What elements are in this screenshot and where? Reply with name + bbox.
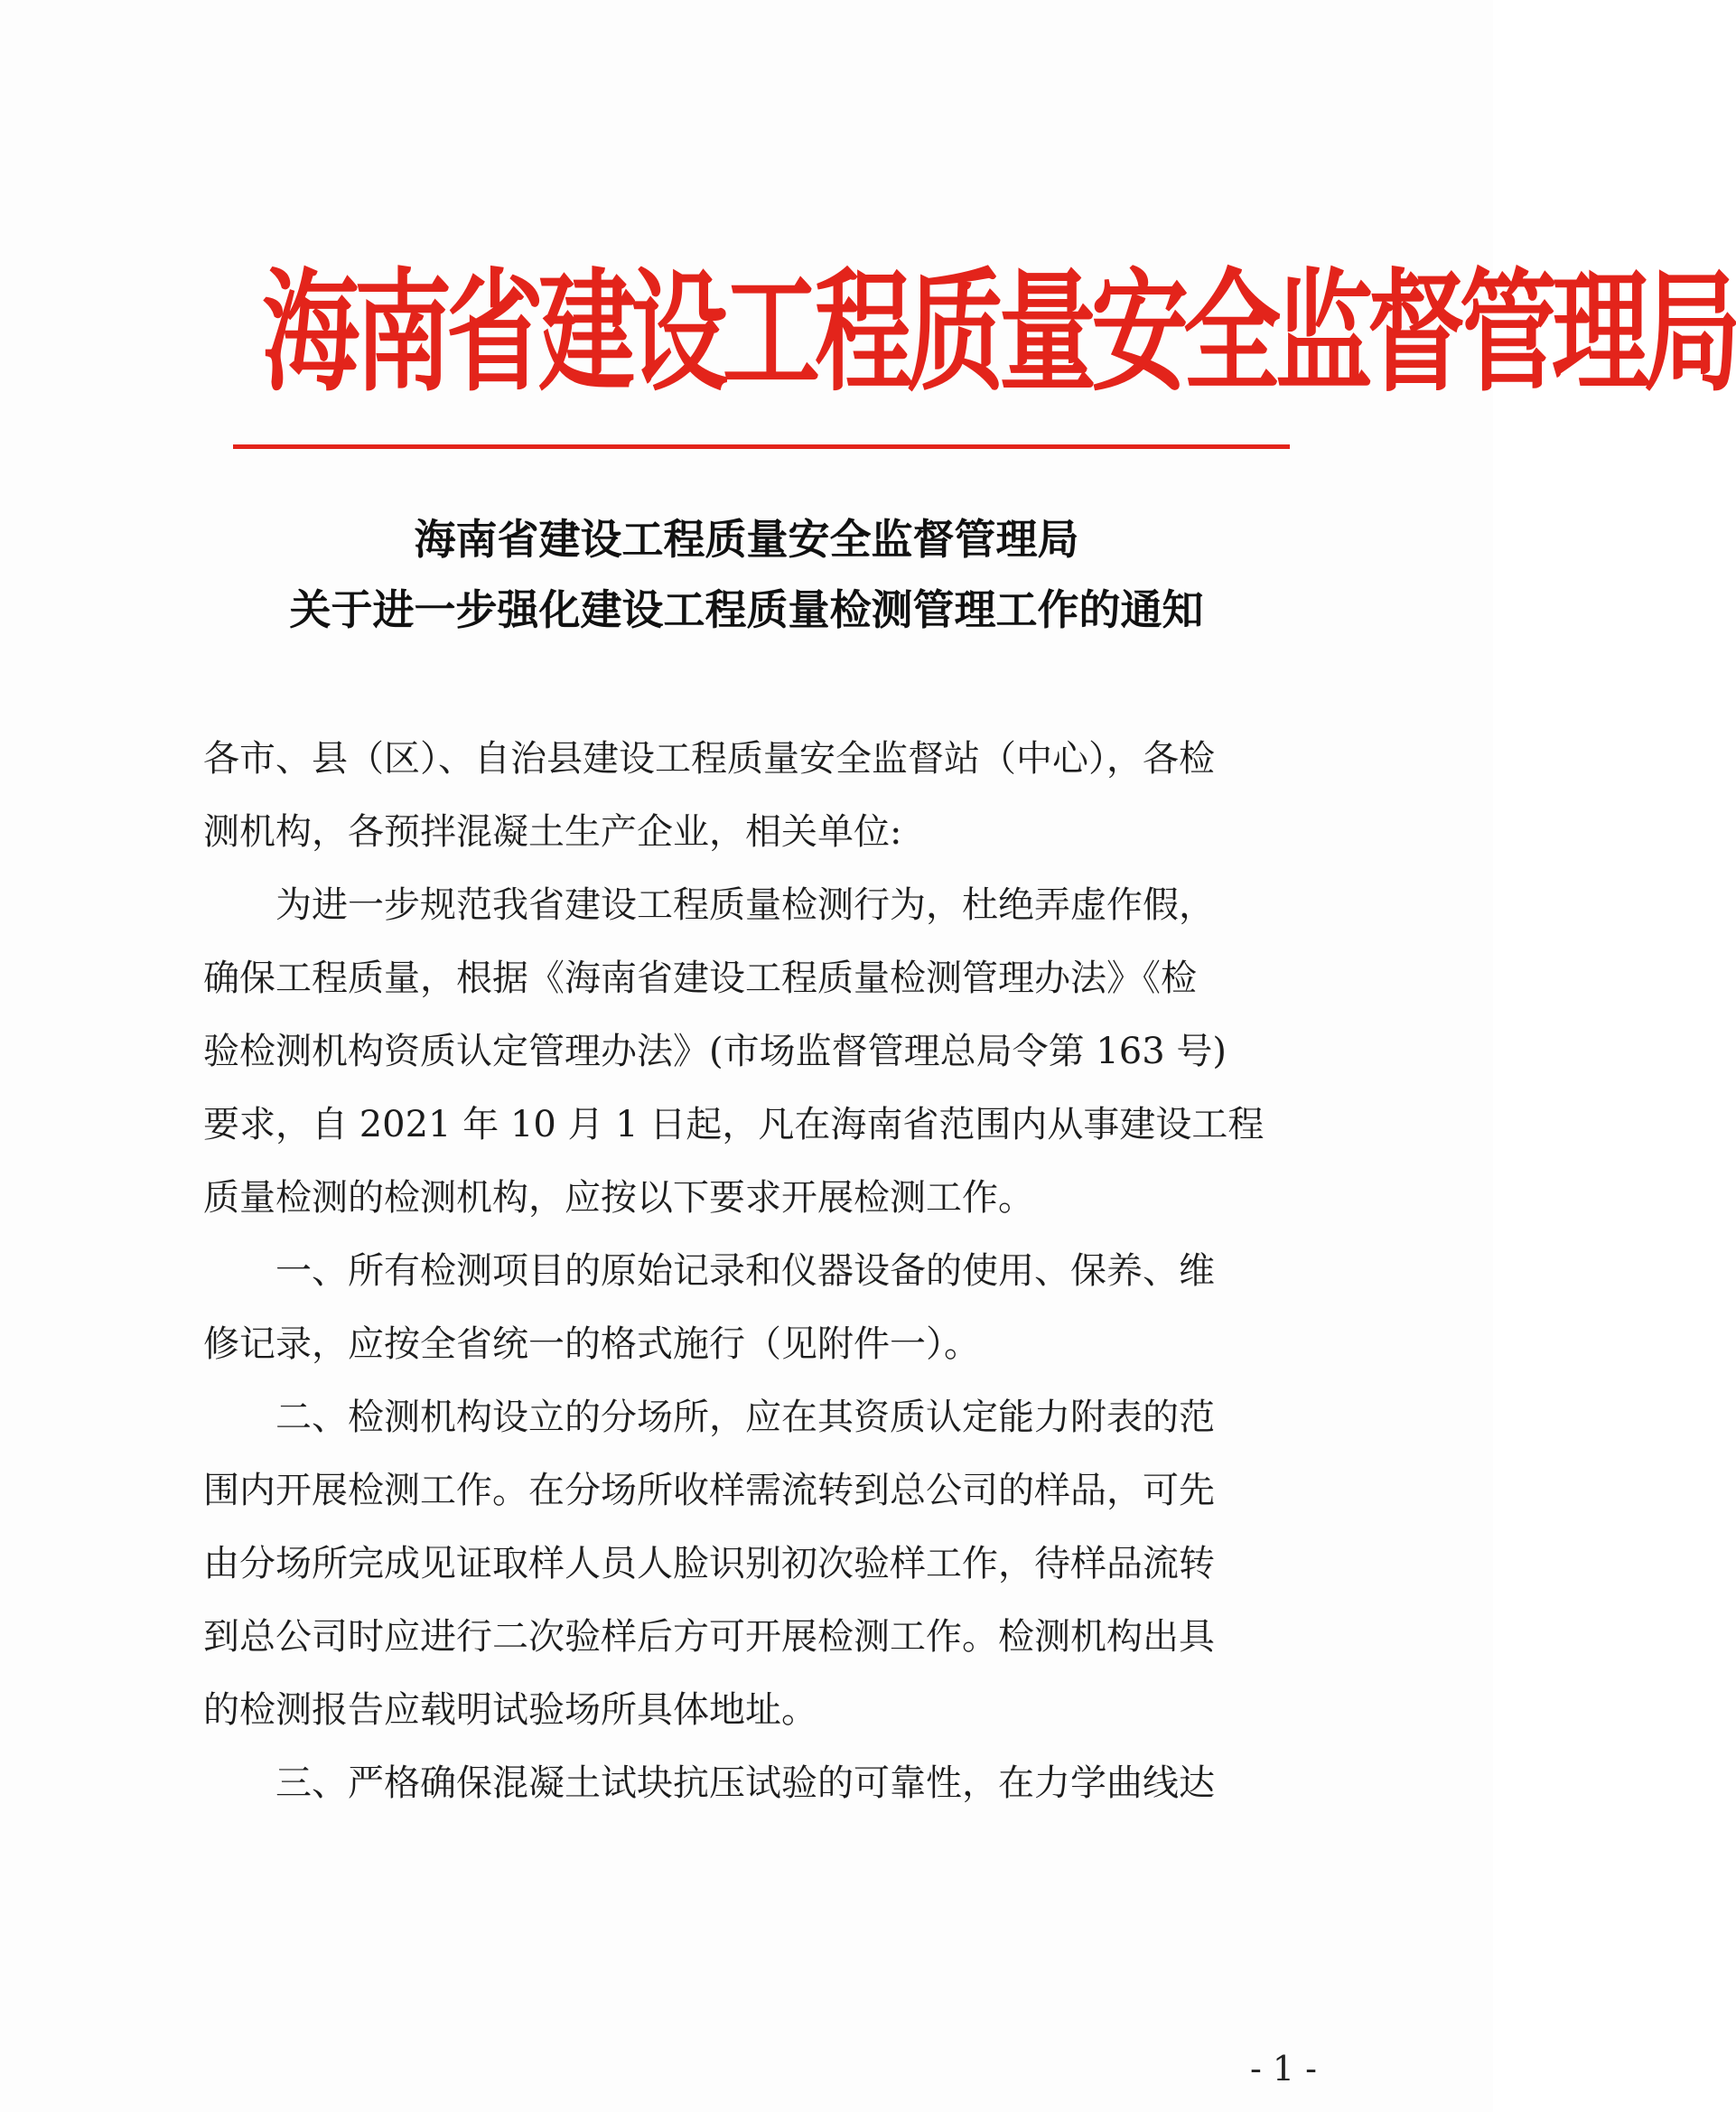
letterhead: 海南省建设工程质量安全监督管理局	[262, 257, 1736, 410]
body-line: 测机构，各预拌混凝土生产企业，相关单位:	[203, 811, 902, 853]
red-divider-rule	[233, 444, 1290, 449]
page-number: - 1 -	[1249, 2049, 1317, 2089]
body-line: 三、严格确保混凝土试块抗压试验的可靠性，在力学曲线达	[203, 1762, 1215, 1804]
body-line: 要求，自 2021 年 10 月 1 日起，凡在海南省范围内从事建设工程	[203, 1104, 1265, 1145]
body-line: 由分场所完成见证取样人员人脸识别初次验样工作，待样品流转	[203, 1543, 1215, 1584]
document-title-line-2: 关于进一步强化建设工程质量检测管理工作的通知	[289, 585, 1204, 634]
body-line: 一、所有检测项目的原始记录和仪器设备的使用、保养、维	[203, 1250, 1215, 1292]
body-line: 确保工程质量，根据《海南省建设工程质量检测管理办法》《检	[203, 958, 1197, 999]
body-line: 围内开展检测工作。在分场所收样需流转到总公司的样品，可先	[203, 1470, 1215, 1511]
body-line: 各市、县（区）、自治县建设工程质量安全监督站（中心），各检	[203, 738, 1215, 780]
body-line: 验检测机构资质认定管理办法》(市场监督管理总局令第 163 号)	[203, 1031, 1227, 1072]
document-body	[203, 723, 1310, 1820]
body-line: 修记录，应按全省统一的格式施行（见附件一）。	[203, 1323, 980, 1365]
body-line: 为进一步规范我省建设工程质量检测行为，杜绝弄虚作假，	[203, 884, 1215, 926]
body-line: 到总公司时应进行二次验样后方可开展检测工作。检测机构出具	[203, 1616, 1215, 1658]
body-line: 的检测报告应载明试验场所具体地址。	[203, 1689, 817, 1731]
body-line: 二、检测机构设立的分场所，应在其资质认定能力附表的范	[203, 1397, 1215, 1438]
document-title-line-1: 海南省建设工程质量安全监督管理局	[414, 515, 1079, 564]
body-line: 质量检测的检测机构，应按以下要求开展检测工作。	[203, 1177, 1034, 1219]
